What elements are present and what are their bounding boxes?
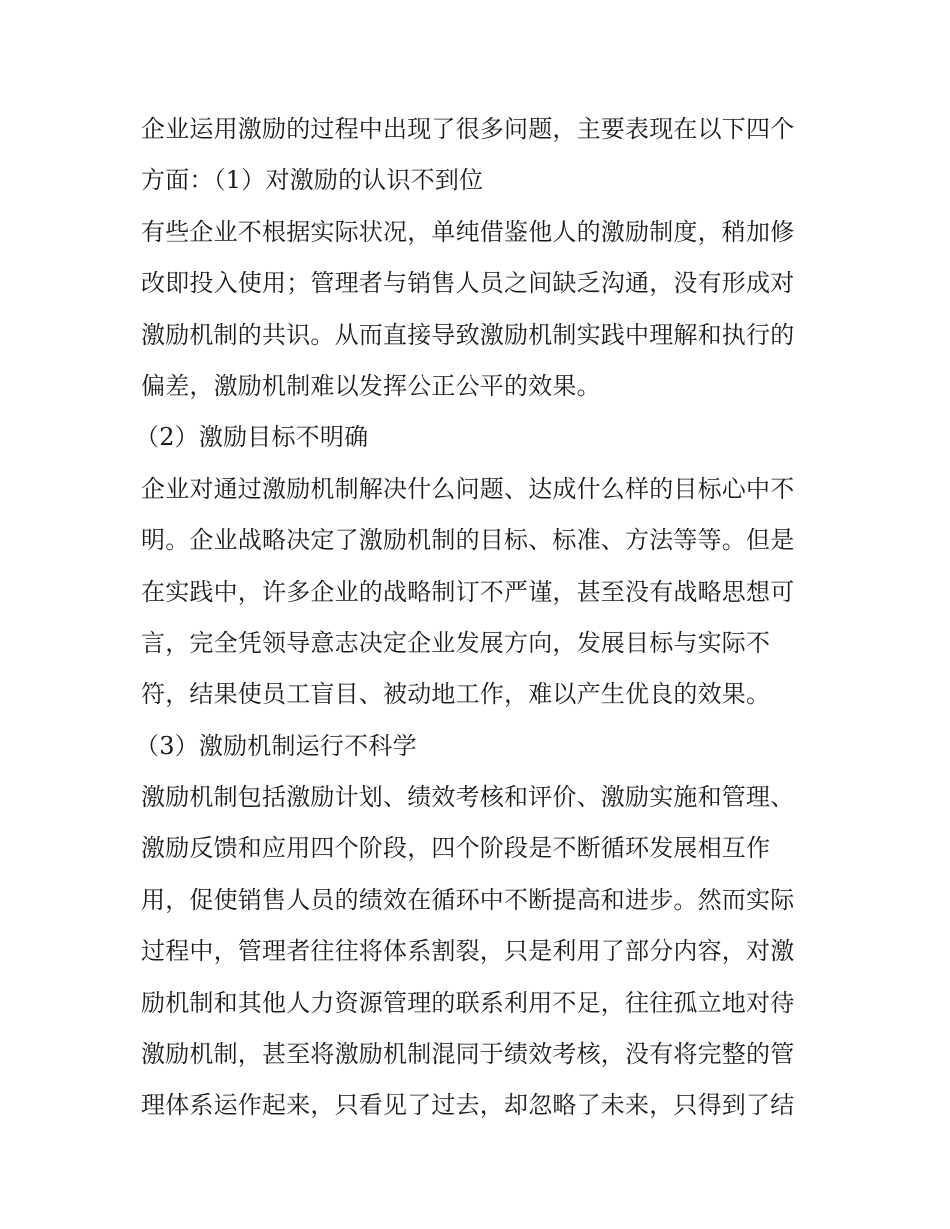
text-line: 企业对通过激励机制解决什么问题、达成什么样的目标心中不: [141, 474, 795, 503]
text-line: 激励机制，甚至将激励机制混同于绩效考核，没有将完整的管: [141, 1040, 795, 1069]
text-line: 激励机制包括激励计划、绩效考核和评价、激励实施和管理、: [141, 783, 795, 812]
text-line: 明。企业战略决定了激励机制的目标、标准、方法等等。但是: [141, 526, 795, 555]
section-heading: （3）激励机制运行不科学: [135, 731, 417, 760]
text-line: 激励反馈和应用四个阶段，四个阶段是不断循环发展相互作: [141, 834, 771, 863]
text-line: 企业运用激励的过程中出现了很多问题，主要表现在以下四个: [141, 115, 795, 143]
text-line: 方面：（1）对激励的认识不到位: [141, 166, 484, 195]
text-line: 改即投入使用；管理者与销售人员之间缺乏沟通，没有形成对: [141, 269, 795, 298]
text-line: 过程中，管理者往往将体系割裂，只是利用了部分内容，对激: [141, 937, 795, 966]
body-text: [135, 104, 821, 1132]
text-line: 符，结果使员工盲目、被动地工作，难以产生优良的效果。: [141, 680, 771, 709]
text-line: 有些企业不根据实际状况，单纯借鉴他人的激励制度，稍加修: [141, 217, 795, 246]
text-line: 偏差，激励机制难以发挥公正公平的效果。: [141, 371, 601, 400]
text-line: 在实践中，许多企业的战略制订不严谨，甚至没有战略思想可: [141, 577, 795, 606]
text-line: 言，完全凭领导意志决定企业发展方向，发展目标与实际不: [141, 628, 771, 657]
text-line: 理体系运作起来，只看见了过去，却忽略了未来，只得到了结: [141, 1091, 795, 1120]
text-line: 励机制和其他人力资源管理的联系利用不足，往往孤立地对待: [141, 988, 795, 1017]
section-heading: （2）激励目标不明确: [135, 423, 369, 452]
text-line: 用，促使销售人员的绩效在循环中不断提高和进步。然而实际: [141, 885, 795, 914]
text-line: 激励机制的共识。从而直接导致激励机制实践中理解和执行的: [141, 320, 795, 349]
